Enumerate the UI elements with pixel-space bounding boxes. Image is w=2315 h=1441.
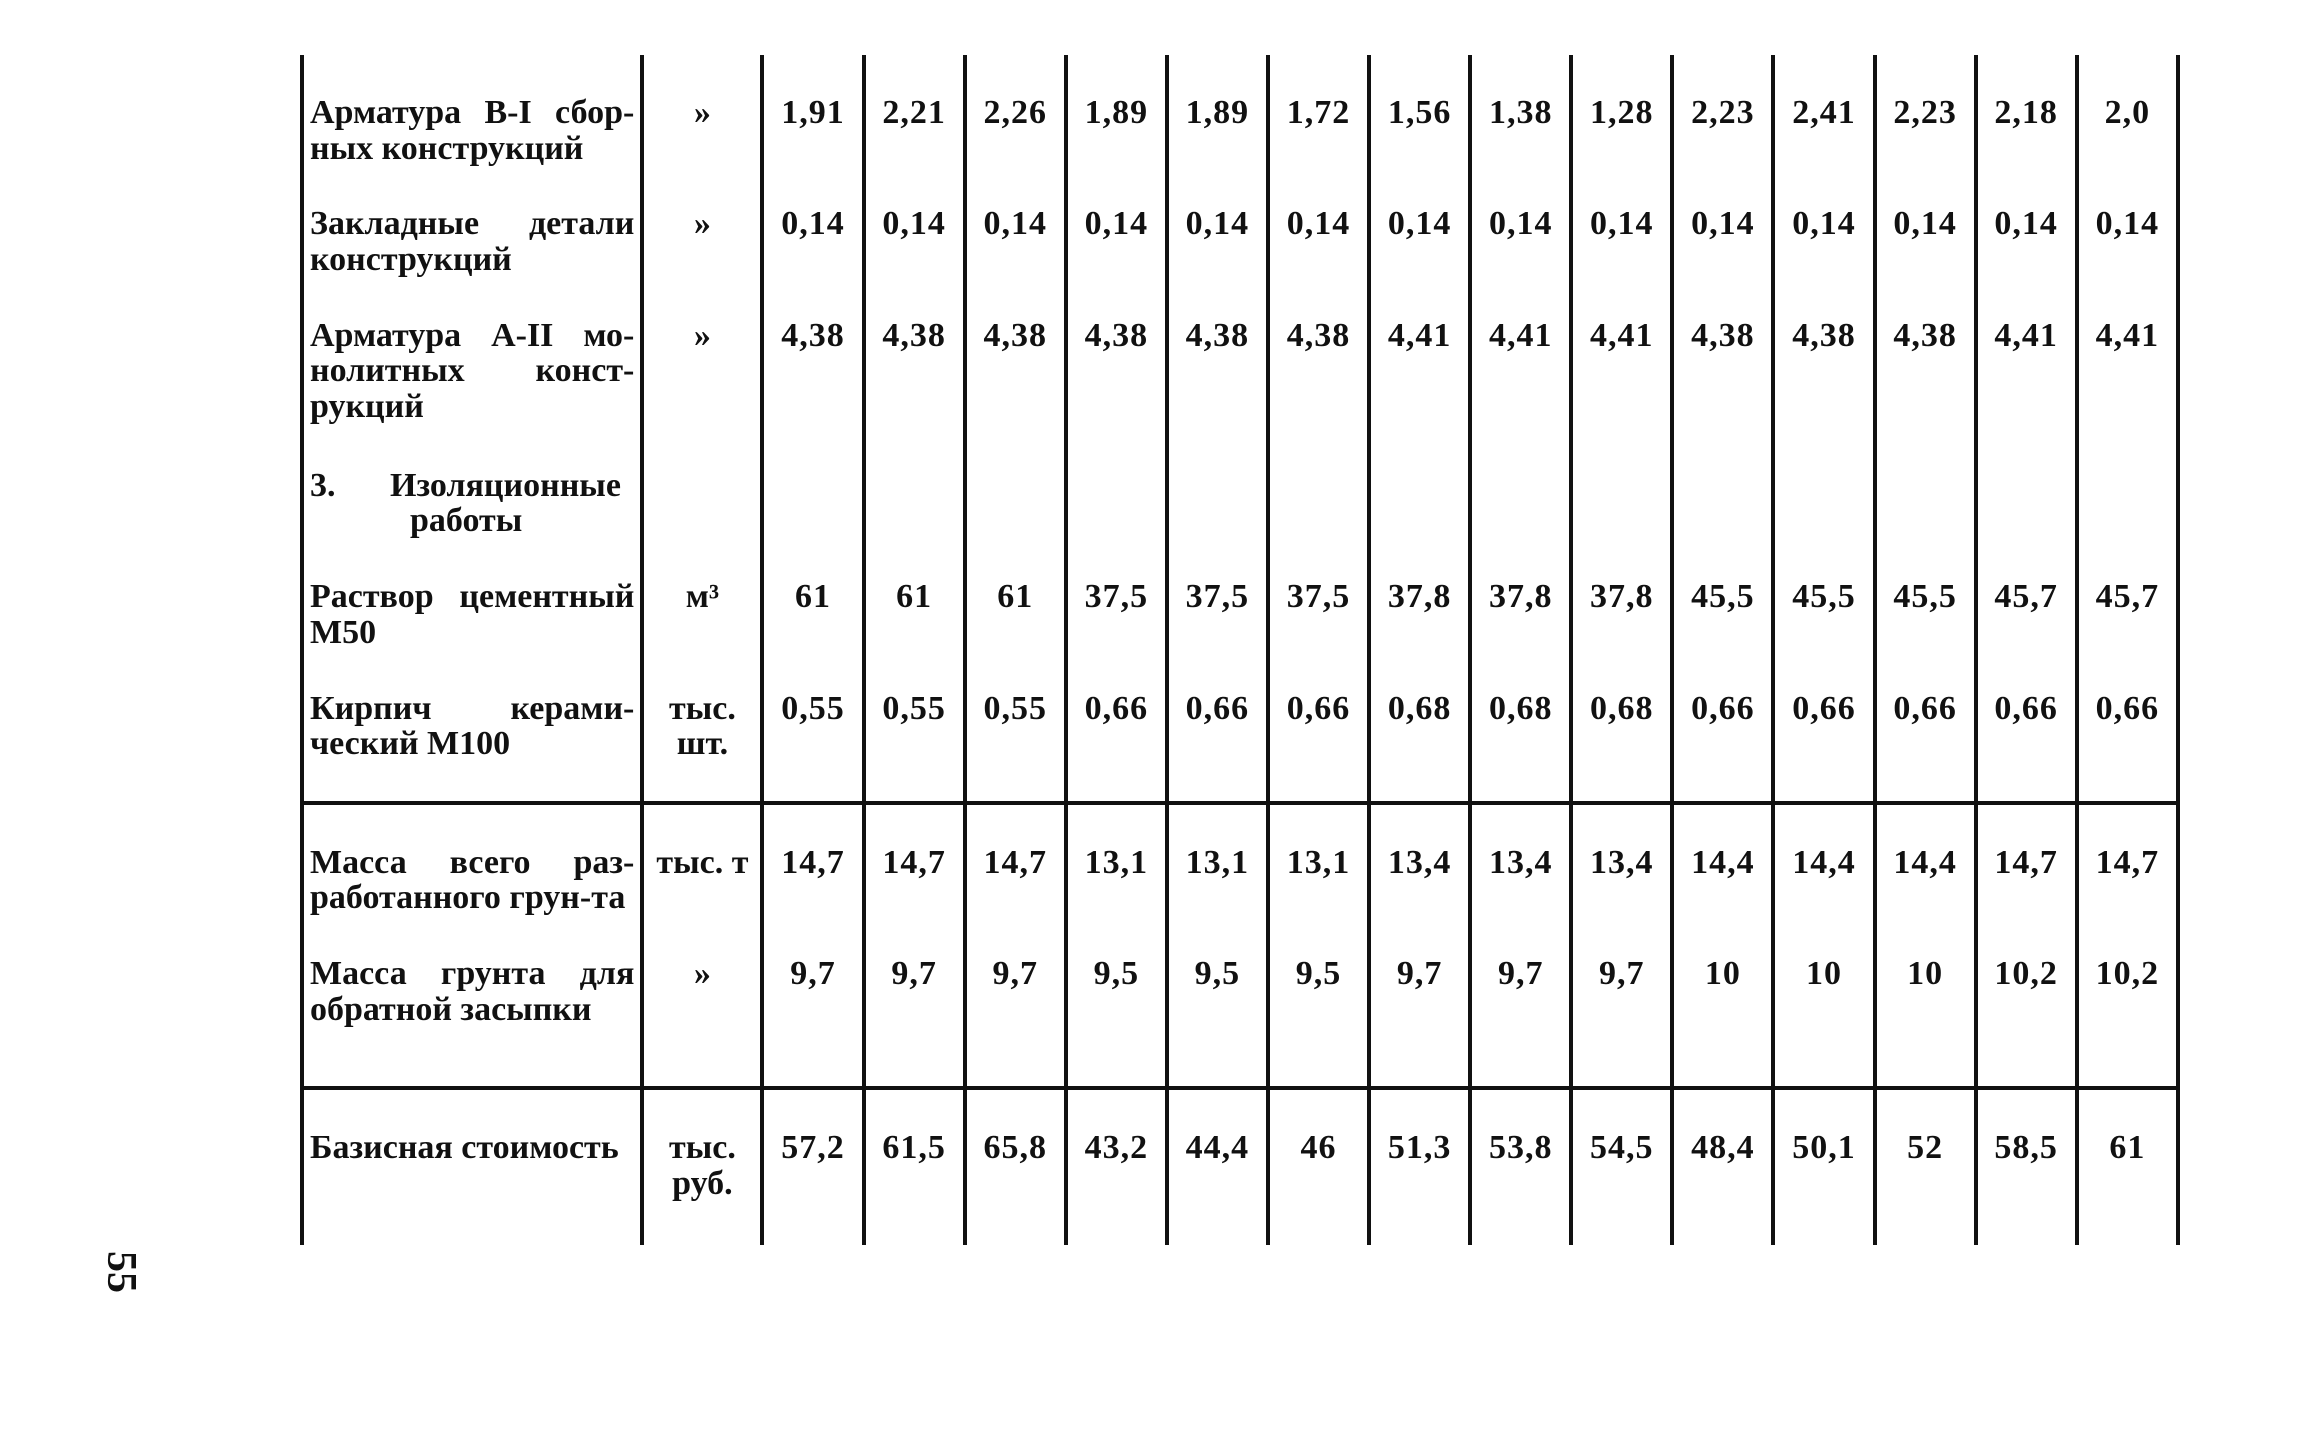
value-cell: 0,14: [2077, 166, 2178, 277]
table-row: [302, 428, 2178, 539]
value-cell: 9,7: [864, 916, 965, 1088]
value-cell: 0,55: [965, 651, 1066, 803]
table-row: [302, 916, 2178, 1088]
empty-cell: [1369, 428, 1470, 539]
empty-cell: [965, 428, 1066, 539]
value-cell: 0,14: [965, 166, 1066, 277]
value-cell: 0,14: [1369, 166, 1470, 277]
value-cell: 1,38: [1470, 55, 1571, 166]
value-cell: 10: [1672, 916, 1773, 1088]
value-cell: 0,55: [864, 651, 965, 803]
value-cell: 45,5: [1773, 539, 1874, 650]
value-cell: 4,38: [1167, 278, 1268, 428]
value-cell: 54,5: [1571, 1088, 1672, 1245]
row-unit: »: [642, 55, 762, 166]
empty-cell: [642, 428, 762, 539]
value-cell: 14,7: [864, 803, 965, 916]
value-cell: 1,89: [1066, 55, 1167, 166]
row-label-cell: [302, 278, 642, 428]
empty-cell: [1875, 428, 1976, 539]
value-cell: 13,1: [1167, 803, 1268, 916]
value-cell: 13,1: [1066, 803, 1167, 916]
row-unit: м³: [642, 539, 762, 650]
value-cell: 9,5: [1167, 916, 1268, 1088]
value-cell: 1,89: [1167, 55, 1268, 166]
value-cell: 2,23: [1672, 55, 1773, 166]
value-cell: 14,7: [762, 803, 863, 916]
value-cell: 53,8: [1470, 1088, 1571, 1245]
value-cell: 37,5: [1268, 539, 1369, 650]
value-cell: 65,8: [965, 1088, 1066, 1245]
value-cell: 0,68: [1369, 651, 1470, 803]
value-cell: 61,5: [864, 1088, 965, 1245]
value-cell: 10,2: [2077, 916, 2178, 1088]
table-row: [302, 803, 2178, 916]
value-cell: 0,68: [1571, 651, 1672, 803]
value-cell: 51,3: [1369, 1088, 1470, 1245]
value-cell: 46: [1268, 1088, 1369, 1245]
value-cell: 2,21: [864, 55, 965, 166]
value-cell: 13,4: [1571, 803, 1672, 916]
value-cell: 45,5: [1672, 539, 1773, 650]
value-cell: 0,66: [1066, 651, 1167, 803]
value-cell: 2,0: [2077, 55, 2178, 166]
value-cell: 57,2: [762, 1088, 863, 1245]
value-cell: 0,14: [1976, 166, 2077, 277]
table-row: [302, 539, 2178, 650]
value-cell: 14,4: [1875, 803, 1976, 916]
value-cell: 4,38: [1875, 278, 1976, 428]
table-row: [302, 1088, 2178, 1245]
value-cell: 2,41: [1773, 55, 1874, 166]
value-cell: 10,2: [1976, 916, 2077, 1088]
value-cell: 0,14: [762, 166, 863, 277]
value-cell: 14,4: [1773, 803, 1874, 916]
row-label: Закладные детали конструкций: [310, 205, 635, 279]
section-heading-cell: [302, 428, 642, 539]
section-number: 3.: [310, 466, 336, 504]
value-cell: 13,4: [1470, 803, 1571, 916]
empty-cell: [1773, 428, 1874, 539]
row-unit: »: [642, 166, 762, 277]
value-cell: 43,2: [1066, 1088, 1167, 1245]
row-label-cell: [302, 55, 642, 166]
empty-cell: [1470, 428, 1571, 539]
value-cell: 9,7: [1470, 916, 1571, 1088]
table-row: [302, 278, 2178, 428]
empty-cell: [2077, 428, 2178, 539]
materials-table: [300, 55, 2180, 1245]
row-label-cell: [302, 803, 642, 916]
value-cell: 9,7: [1369, 916, 1470, 1088]
value-cell: 45,5: [1875, 539, 1976, 650]
value-cell: 61: [2077, 1088, 2178, 1245]
row-label: Масса всего раз-работанного грун-та: [310, 843, 635, 917]
value-cell: 0,66: [1167, 651, 1268, 803]
value-cell: 0,68: [1470, 651, 1571, 803]
value-cell: 9,7: [965, 916, 1066, 1088]
row-label: Арматура А-II мо-нолитных конст-рукций: [310, 316, 635, 426]
value-cell: 4,41: [1369, 278, 1470, 428]
row-unit: »: [642, 278, 762, 428]
value-cell: 2,23: [1875, 55, 1976, 166]
row-unit: тыс. шт.: [642, 651, 762, 803]
row-label-cell: [302, 539, 642, 650]
value-cell: 14,4: [1672, 803, 1773, 916]
section-title-continued: работы: [410, 502, 523, 540]
row-label: Кирпич керами-ческий М100: [310, 689, 635, 763]
value-cell: 4,41: [1571, 278, 1672, 428]
value-cell: 37,5: [1066, 539, 1167, 650]
value-cell: 45,7: [1976, 539, 2077, 650]
value-cell: 0,66: [2077, 651, 2178, 803]
value-cell: 0,14: [1672, 166, 1773, 277]
value-cell: 1,56: [1369, 55, 1470, 166]
value-cell: 2,18: [1976, 55, 2077, 166]
value-cell: 4,38: [1066, 278, 1167, 428]
empty-cell: [1066, 428, 1167, 539]
value-cell: 1,28: [1571, 55, 1672, 166]
empty-cell: [864, 428, 965, 539]
value-cell: 9,7: [762, 916, 863, 1088]
row-unit: тыс. т: [642, 803, 762, 916]
row-label-cell: [302, 651, 642, 803]
value-cell: 0,66: [1672, 651, 1773, 803]
value-cell: 61: [762, 539, 863, 650]
row-unit: тыс. руб.: [642, 1088, 762, 1245]
value-cell: 4,38: [762, 278, 863, 428]
row-label: Масса грунта для обратной засыпки: [310, 954, 635, 1028]
value-cell: 61: [864, 539, 965, 650]
page-number: 55: [98, 1251, 144, 1293]
value-cell: 9,5: [1268, 916, 1369, 1088]
value-cell: 14,7: [965, 803, 1066, 916]
row-label-cell: [302, 1088, 642, 1245]
value-cell: 4,38: [864, 278, 965, 428]
table-row: [302, 651, 2178, 803]
empty-cell: [1167, 428, 1268, 539]
value-cell: 0,66: [1268, 651, 1369, 803]
row-label-cell: [302, 916, 642, 1088]
value-cell: 2,26: [965, 55, 1066, 166]
value-cell: 4,41: [1470, 278, 1571, 428]
empty-cell: [762, 428, 863, 539]
value-cell: 0,66: [1875, 651, 1976, 803]
value-cell: 37,8: [1571, 539, 1672, 650]
value-cell: 10: [1773, 916, 1874, 1088]
value-cell: 0,14: [1470, 166, 1571, 277]
value-cell: 37,8: [1470, 539, 1571, 650]
value-cell: 4,38: [1773, 278, 1874, 428]
value-cell: 4,38: [965, 278, 1066, 428]
value-cell: 14,7: [1976, 803, 2077, 916]
value-cell: 0,14: [1773, 166, 1874, 277]
value-cell: 0,55: [762, 651, 863, 803]
value-cell: 1,91: [762, 55, 863, 166]
value-cell: 4,41: [1976, 278, 2077, 428]
value-cell: 0,66: [1976, 651, 2077, 803]
value-cell: 45,7: [2077, 539, 2178, 650]
table-row: [302, 166, 2178, 277]
value-cell: 52: [1875, 1088, 1976, 1245]
value-cell: 48,4: [1672, 1088, 1773, 1245]
value-cell: 37,5: [1167, 539, 1268, 650]
row-unit: »: [642, 916, 762, 1088]
table-row: [302, 55, 2178, 166]
value-cell: 4,41: [2077, 278, 2178, 428]
value-cell: 0,14: [1268, 166, 1369, 277]
row-label: Раствор цементный М50: [310, 578, 635, 651]
value-cell: 14,7: [2077, 803, 2178, 916]
value-cell: 4,38: [1672, 278, 1773, 428]
value-cell: 44,4: [1167, 1088, 1268, 1245]
empty-cell: [1672, 428, 1773, 539]
value-cell: 9,5: [1066, 916, 1167, 1088]
row-label-cell: [302, 166, 642, 277]
value-cell: 0,14: [1066, 166, 1167, 277]
empty-cell: [1268, 428, 1369, 539]
value-cell: 4,38: [1268, 278, 1369, 428]
value-cell: 10: [1875, 916, 1976, 1088]
value-cell: 58,5: [1976, 1088, 2077, 1245]
row-label: Арматура B-I сбор-ных конструкций: [310, 94, 635, 167]
value-cell: 0,14: [864, 166, 965, 277]
value-cell: 9,7: [1571, 916, 1672, 1088]
table-body: [302, 55, 2178, 1245]
empty-cell: [1571, 428, 1672, 539]
value-cell: 13,1: [1268, 803, 1369, 916]
row-label: Базисная стоимость: [310, 1128, 619, 1166]
value-cell: 13,4: [1369, 803, 1470, 916]
value-cell: 37,8: [1369, 539, 1470, 650]
value-cell: 0,14: [1167, 166, 1268, 277]
value-cell: 0,14: [1571, 166, 1672, 277]
value-cell: 0,14: [1875, 166, 1976, 277]
value-cell: 50,1: [1773, 1088, 1874, 1245]
empty-cell: [1976, 428, 2077, 539]
section-title: Изоляционные: [390, 466, 621, 504]
value-cell: 0,66: [1773, 651, 1874, 803]
value-cell: 61: [965, 539, 1066, 650]
value-cell: 1,72: [1268, 55, 1369, 166]
